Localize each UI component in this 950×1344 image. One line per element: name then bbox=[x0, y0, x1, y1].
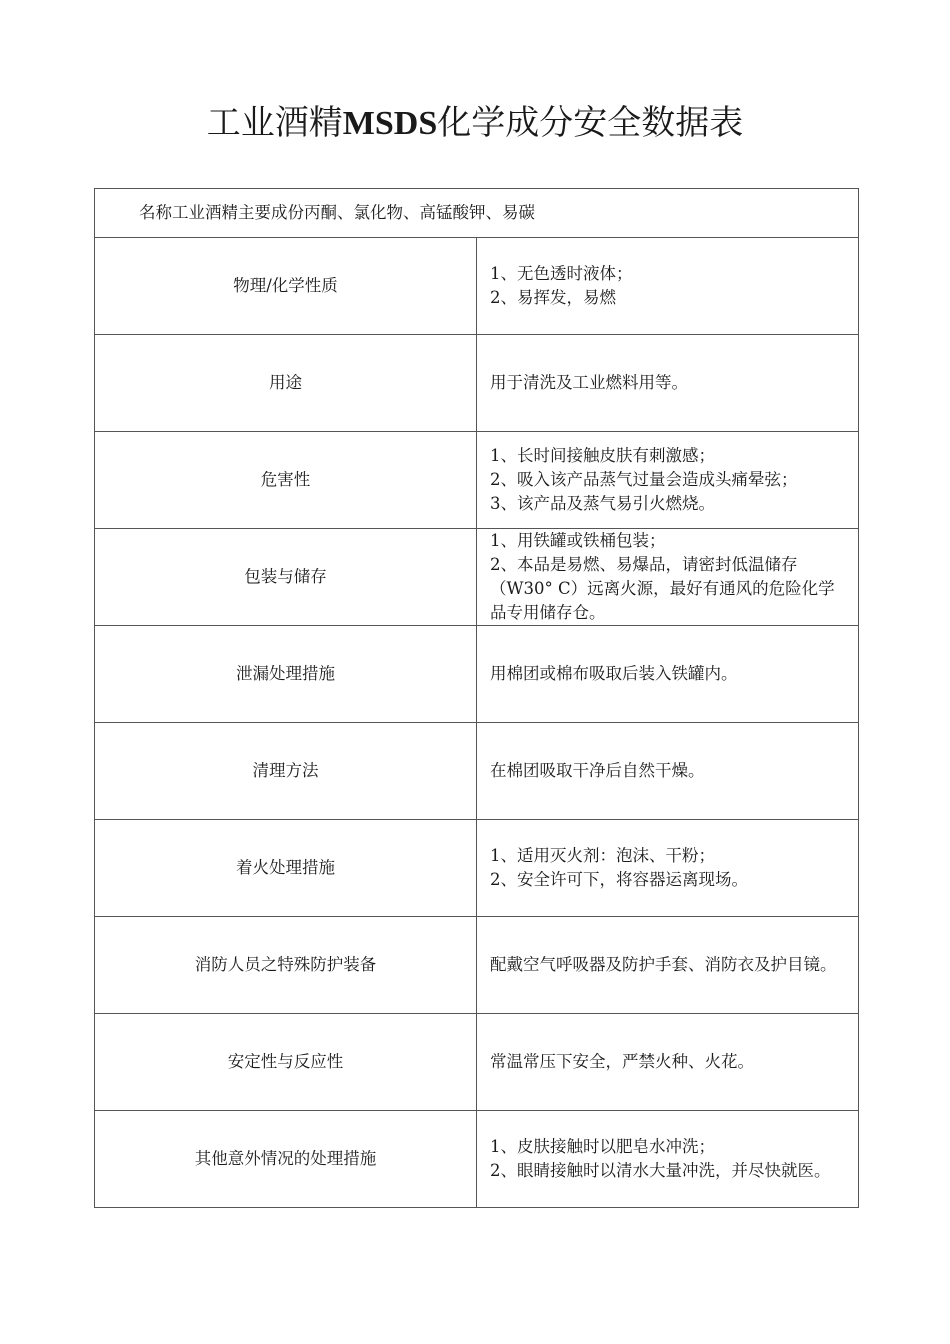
table-row bbox=[95, 1014, 859, 1111]
table-row bbox=[95, 626, 859, 723]
product-name-cell: 名称工业酒精主要成份丙酮、氯化物、高锰酸钾、易碳 bbox=[95, 189, 859, 238]
title-suffix: 化学成分安全数据表 bbox=[437, 103, 744, 143]
msds-table-body bbox=[95, 189, 859, 1208]
row-value-line: 3、该产品及蒸气易引火燃烧。 bbox=[490, 494, 715, 513]
row-label: 包装与储存 bbox=[95, 529, 477, 626]
row-value bbox=[477, 917, 859, 1014]
table-row bbox=[95, 820, 859, 917]
row-value bbox=[477, 1014, 859, 1111]
row-label: 安定性与反应性 bbox=[95, 1014, 477, 1111]
row-value-line: 用棉团或棉布吸取后装入铁罐内。 bbox=[490, 664, 738, 683]
row-value-line: 用于清洗及工业燃料用等。 bbox=[490, 373, 688, 392]
table-row bbox=[95, 917, 859, 1014]
row-value bbox=[477, 335, 859, 432]
row-value-line: 1、无色透时液体； bbox=[490, 264, 633, 283]
row-value bbox=[477, 1111, 859, 1208]
row-value-line: 1、皮肤接触时以肥皂水冲洗； bbox=[490, 1137, 715, 1156]
table-row bbox=[95, 238, 859, 335]
title-latin: MSDS bbox=[342, 105, 438, 142]
msds-table bbox=[94, 188, 859, 1208]
row-value-line: 2、吸入该产品蒸气过量会造成头痛晕弦； bbox=[490, 470, 798, 489]
row-value-line: 1、适用灭火剂：泡沫、干粉； bbox=[490, 846, 715, 865]
row-value-line: 2、眼睛接触时以清水大量冲洗，并尽快就医。 bbox=[490, 1161, 831, 1180]
row-value bbox=[477, 820, 859, 917]
row-value bbox=[477, 626, 859, 723]
table-row bbox=[95, 432, 859, 529]
row-value-line: 2、本品是易燃、易爆品，请密封低温储存（W30° C）远离火源，最好有通风的危险化学品专用储存仓。 bbox=[490, 555, 835, 622]
row-value-line: 1、长时间接触皮肤有刺激感； bbox=[490, 446, 715, 465]
row-value-line: 配戴空气呼吸器及防护手套、消防衣及护目镜。 bbox=[490, 955, 837, 974]
row-label: 用途 bbox=[95, 335, 477, 432]
row-value-line: 2、安全许可下，将容器运离现场。 bbox=[490, 870, 748, 889]
row-value bbox=[477, 529, 859, 626]
row-label: 泄漏处理措施 bbox=[95, 626, 477, 723]
table-row bbox=[95, 335, 859, 432]
row-value bbox=[477, 238, 859, 335]
row-value-line: 常温常压下安全，严禁火种、火花。 bbox=[490, 1052, 754, 1071]
row-value-line: 在棉团吸取干净后自然干燥。 bbox=[490, 761, 705, 780]
row-label: 其他意外情况的处理措施 bbox=[95, 1111, 477, 1208]
title-prefix: 工业酒精 bbox=[206, 103, 343, 143]
row-value-line: 2、易挥发，易燃 bbox=[490, 288, 616, 307]
row-label: 消防人员之特殊防护装备 bbox=[95, 917, 477, 1014]
table-row-name bbox=[95, 189, 859, 238]
document-title bbox=[0, 98, 950, 149]
table-row bbox=[95, 723, 859, 820]
table-row bbox=[95, 1111, 859, 1208]
row-value-line: 1、用铁罐或铁桶包装； bbox=[490, 531, 666, 550]
row-label: 清理方法 bbox=[95, 723, 477, 820]
row-value bbox=[477, 723, 859, 820]
table-row bbox=[95, 529, 859, 626]
row-label: 着火处理措施 bbox=[95, 820, 477, 917]
row-label: 物理/化学性质 bbox=[95, 238, 477, 335]
row-label: 危害性 bbox=[95, 432, 477, 529]
row-value bbox=[477, 432, 859, 529]
